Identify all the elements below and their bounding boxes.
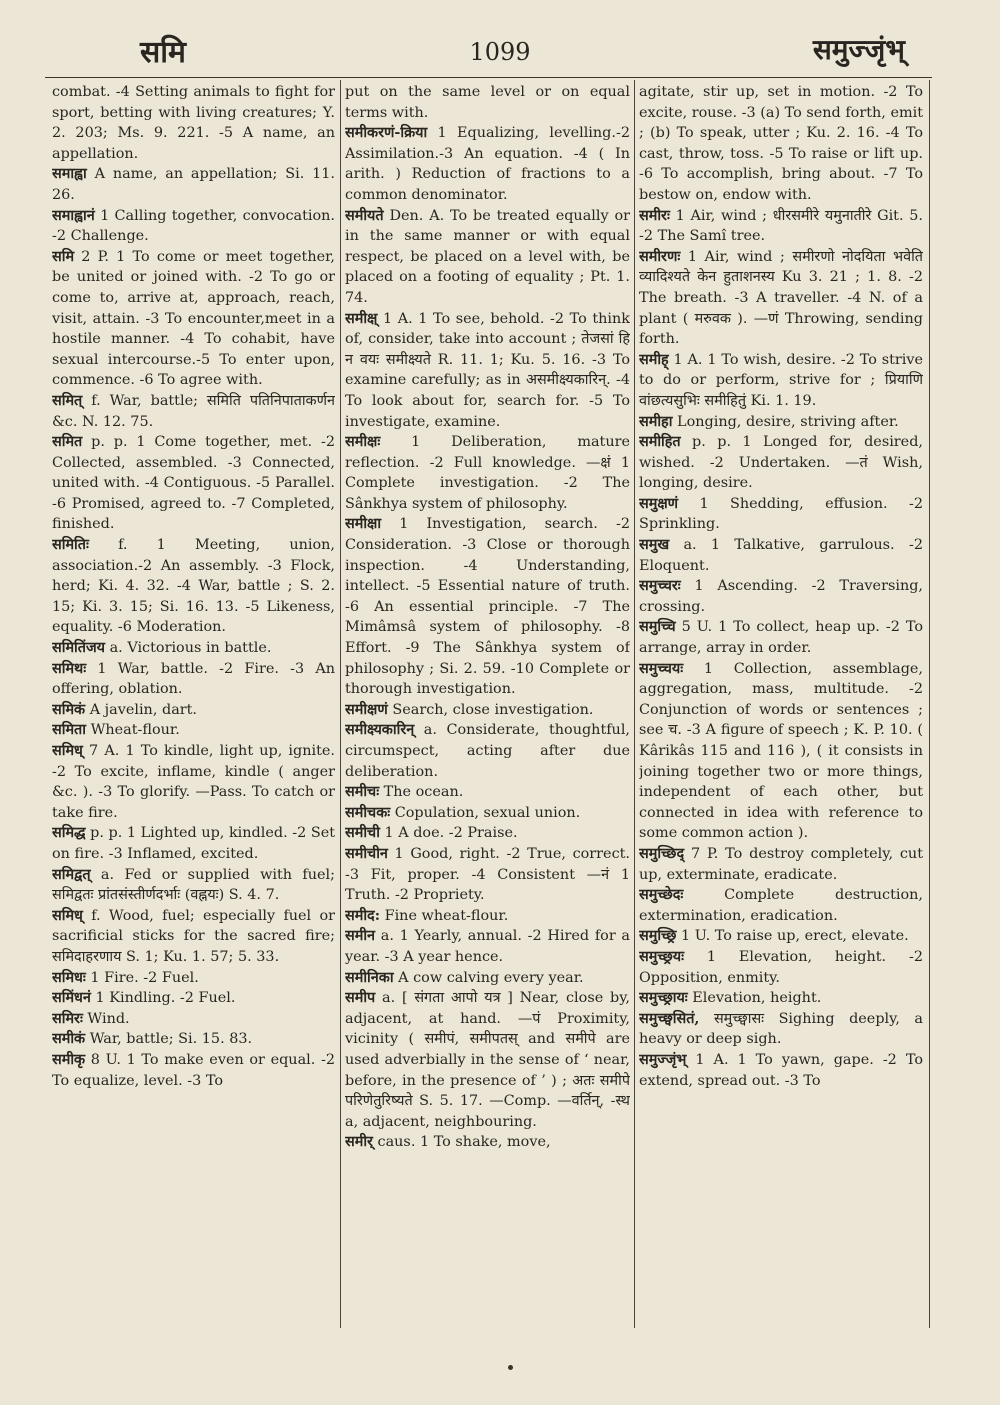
dictionary-entry: समीक्ष् 1 A. 1 To see, behold. -2 To think of, consider, take into account ; तेजसां हि न वयः समीक्ष्यते R. 11. 1; Ku. 5. 16. -3 To examine carefully; as in असमीक्ष्यकारिन्. -4 To look about for, search for. -5 To investigate, examine. <box>345 309 630 430</box>
headword: समीन <box>345 927 376 945</box>
headword: समीचकः <box>345 803 391 821</box>
headword: समीकृ <box>52 1050 86 1068</box>
dictionary-entry: समिंधनं 1 Kindling. -2 Fuel. <box>52 989 236 1007</box>
dictionary-entry: समुच्छ्रयः 1 Elevation, height. -2 Opposition, enmity. <box>639 947 923 986</box>
headword: समुच्चयः <box>639 659 684 677</box>
headword: समीकरणं-क्रिया <box>345 124 428 142</box>
headword: समीचः <box>345 783 380 801</box>
headword: समीक्षणं <box>345 700 388 718</box>
headword: समाह्वा <box>52 165 87 183</box>
dictionary-entry: समुच्छ्वसितं, समुच्छ्वासः Sighing deeply, a heavy or deep sigh. <box>639 1009 923 1048</box>
column-3 <box>639 82 923 1322</box>
headword: समुच्चि <box>639 618 676 636</box>
dictionary-entry: समीद: Fine wheat-flour. <box>345 906 509 924</box>
dictionary-entry: समितिंजय a. Victorious in battle. <box>52 639 272 657</box>
headword: समुच्छ्रयः <box>639 947 684 965</box>
headword: समिधः <box>52 968 86 986</box>
headword: समीरः <box>639 206 670 224</box>
dictionary-entry: समिद्वत् a. Fed or supplied with fuel; समिद्वतः प्रांतसंस्तीर्णदर्भाः (वह्नयः) S. 4. 7. <box>52 865 335 904</box>
headword: समीनिका <box>345 968 394 986</box>
column-divider <box>929 80 930 1328</box>
headword: समुच्छिद् <box>639 844 685 862</box>
headword: समुच्छेदः <box>639 886 684 904</box>
headword: समुच्छ्वसितं, <box>639 1009 700 1027</box>
column-divider <box>340 80 341 1328</box>
dictionary-entry: put on the same level or on equal terms with. <box>345 84 630 121</box>
headword: समिध् <box>52 906 83 924</box>
column-2 <box>345 82 630 1322</box>
headword: समिध् <box>52 742 83 759</box>
dictionary-entry: समीहित p. p. 1 Longed for, desired, wished. -2 Undertaken. —तं Wish, longing, desire. <box>639 433 923 492</box>
dictionary-entry: समाह्वानं 1 Calling together, convocation. -2 Challenge. <box>52 206 335 245</box>
dictionary-entry: समिता Wheat-flour. <box>52 721 180 739</box>
headword: समुख <box>639 536 670 554</box>
dictionary-entry: समिकं A javelin, dart. <box>52 700 198 718</box>
dictionary-entry: समीक्षणं Search, close investigation. <box>345 700 594 718</box>
dictionary-entry: समिद्ध p. p. 1 Lighted up, kindled. -2 Set on fire. -3 Inflamed, excited. <box>52 824 335 862</box>
dictionary-entry: समुच्चरः 1 Ascending. -2 Traversing, crossing. <box>639 577 923 615</box>
dictionary-entry: समीहा Longing, desire, striving after. <box>639 412 899 430</box>
dictionary-entry: समीचकः Copulation, sexual union. <box>345 803 581 821</box>
headword: समुक्षणं <box>639 494 679 512</box>
dictionary-entry: समीचः The ocean. <box>345 783 464 801</box>
dictionary-entry: समिथः 1 War, battle. -2 Fire. -3 An offering, oblation. <box>52 659 335 698</box>
dictionary-entry: समुच्छ्रि 1 U. To raise up, erect, elevate. <box>639 927 909 945</box>
dictionary-entry: समुज्जृंभ् 1 A. 1 To yawn, gape. -2 To extend, spread out. -3 To <box>639 1050 923 1089</box>
dictionary-entry: समुच्चि 5 U. 1 To collect, heap up. -2 To arrange, array in order. <box>639 618 923 657</box>
headword: समिद्वत् <box>52 865 91 883</box>
dictionary-entry: समीकं War, battle; Si. 15. 83. <box>52 1030 253 1048</box>
dictionary-entry: combat. -4 Setting animals to fight for sport, betting with living creatures; Y. 2. 203; Ms. 9. 221. -5 A name, an appellation. <box>52 84 335 162</box>
dictionary-entry: समिध् 7 A. 1 To kindle, light up, ignite. -2 To excite, inflame, kindle ( anger &c. ). -3 To glorify. —Pass. To catch or take fire. <box>52 742 335 821</box>
column-divider <box>634 80 635 1328</box>
dictionary-entry: समुच्चयः 1 Collection, assemblage, aggregation, mass, multitude. -2 Conjunction of words or sentences ; see च. -3 A figure of speech ; K. P. 10. ( Kârikâs 115 and 116 ), ( it consists in joining together two or more things, independent of each other, but connected in idea with reference to some common action ). <box>639 659 923 842</box>
dictionary-entry: समिधः 1 Fire. -2 Fuel. <box>52 968 199 986</box>
headword: समीक्षा <box>345 515 382 533</box>
headword: समित् <box>52 391 83 409</box>
headword: समीक्ष् <box>345 309 378 327</box>
headword: समीची <box>345 824 380 842</box>
headword: समि <box>52 247 75 265</box>
headword: समिथः <box>52 659 87 677</box>
dictionary-entry: समुच्छिद् 7 P. To destroy completely, cut up, exterminate, eradicate. <box>639 844 923 883</box>
headword: समीर् <box>345 1133 373 1151</box>
headword: समुच्छ्रायः <box>639 989 688 1007</box>
headword: समित <box>52 433 83 451</box>
headword: समाह्वानं <box>52 206 95 224</box>
dictionary-entry: समीक्षः 1 Deliberation, mature reflection. -2 Full knowledge. —क्षं 1 Complete investigation. -2 The Sânkhya system of philosophy. <box>345 433 630 512</box>
dictionary-entry: समीह् 1 A. 1 To wish, desire. -2 To strive to do or perform, strive for ; प्रियाणि वांछत्यसुभिः समीहितुं Ki. 1. 19. <box>639 350 923 409</box>
headword: समुच्चरः <box>639 577 681 595</box>
dictionary-entry: समि 2 P. 1 To come or meet together, be united or joined with. -2 To go or come to, arrive at, approach, reach, visit, attain. -3 To encounter,meet in a hostile manner. -4 To cohabit, have sexual intercourse.-5 To enter upon, commence. -6 To agree with. <box>52 247 335 389</box>
dictionary-entry: समीकृ 8 U. 1 To make even or equal. -2 To equalize, level. -3 To <box>52 1050 335 1089</box>
dictionary-entry: समित p. p. 1 Come together, met. -2 Collected, assembled. -3 Connected, united with. -4 Contiguous. -5 Parallel. -6 Promised, agreed to. -7 Completed, finished. <box>52 433 335 533</box>
headword: समितिंजय <box>52 639 106 657</box>
headword: समुच्छ्रि <box>639 927 677 945</box>
footer-mark <box>508 1365 513 1370</box>
dictionary-entry: समीनिका A cow calving every year. <box>345 968 584 986</box>
dictionary-entry: समुक्षणं 1 Shedding, effusion. -2 Sprinkling. <box>639 494 923 533</box>
headword: समिकं <box>52 700 86 718</box>
dictionary-entry: समित् f. War, battle; समिति पतिनिपाताकर्णन &c. N. 12. 75. <box>52 391 335 430</box>
dictionary-entry: समीरणः 1 Air, wind ; समीरणो नोदयिता भवेति व्यादिश्यते केन हुताशनस्य Ku 3. 21 ; 1. 8. -2 The breath. -3 A traveller. -4 N. of a plant ( मरुवक ). —णं Throwing, sending forth. <box>639 247 923 348</box>
dictionary-entry: समीरः 1 Air, wind ; धीरसमीरे यमुनातीरे Git. 5. -2 The Samî tree. <box>639 206 923 245</box>
headword: समिरः <box>52 1009 83 1027</box>
column-1 <box>52 82 335 1322</box>
dictionary-entry: समीची 1 A doe. -2 Praise. <box>345 824 518 842</box>
dictionary-entry: agitate, stir up, set in motion. -2 To excite, rouse. -3 (a) To send forth, emit ; (b) To speak, utter ; Ku. 2. 16. -4 To cast, throw, toss. -5 To raise or lift up. -6 To accomplish, bring about. -7 To bestow on, endow with. <box>639 84 923 203</box>
dictionary-entry: समुच्छेदः Complete destruction, extermination, eradication. <box>639 886 923 924</box>
headword: समीक्ष्यकारिन् <box>345 721 415 739</box>
dictionary-entry: समीक्ष्यकारिन् a. Considerate, thoughtful, circumspect, acting after due deliberation. <box>345 721 630 780</box>
headword: समुज्जृंभ् <box>639 1050 687 1068</box>
headword: समीचीन <box>345 844 388 862</box>
dictionary-entry: समीकरणं-क्रिया 1 Equalizing, levelling.-2 Assimilation.-3 An equation. -4 ( In arith. ) Reduction of fractions to a common denominator. <box>345 124 630 203</box>
dictionary-entry: समीयते Den. A. To be treated equally or in the same manner or with equal respect, be placed on a level with, be placed on a footing of equality ; Pt. 1. 74. <box>345 206 630 306</box>
dictionary-entry: समीक्षा 1 Investigation, search. -2 Consideration. -3 Close or thorough inspection. -4 Understanding, intellect. -5 Essential nature of truth. -6 An essential principle. -7 The Mimâmsâ system of philosophy. -8 Effort. -9 The Sânkhya system of philosophy ; Si. 2. 59. -10 Complete or thorough investigation. <box>345 515 630 698</box>
dictionary-entry: समुच्छ्रायः Elevation, height. <box>639 989 822 1007</box>
headword: समिद्ध <box>52 824 86 842</box>
dictionary-entry: समाह्वा A name, an appellation; Si. 11. 26. <box>52 165 335 203</box>
dictionary-entry: समीर् caus. 1 To shake, move, <box>345 1133 551 1151</box>
page-number: 1099 <box>469 38 531 66</box>
headword: समीयते <box>345 206 384 224</box>
running-head-right: समुज्जृंभ् <box>812 33 905 66</box>
running-head-left: समि <box>140 35 186 70</box>
dictionary-entry: समीचीन 1 Good, right. -2 True, correct. -3 Fit, proper. -4 Consistent —नं 1 Truth. -2 Propriety. <box>345 844 630 904</box>
dictionary-entry: समिरः Wind. <box>52 1009 130 1027</box>
dictionary-entry: समुख a. 1 Talkative, garrulous. -2 Eloquent. <box>639 536 923 574</box>
dictionary-entry: समीन a. 1 Yearly, annual. -2 Hired for a year. -3 A year hence. <box>345 927 630 965</box>
dictionary-entry: समिध् f. Wood, fuel; especially fuel or sacrificial sticks for the sacred fire; समिदाहरणाय S. 1; Ku. 1. 57; 5. 33. <box>52 906 335 965</box>
headword: समीद: <box>345 906 381 924</box>
dictionary-entry: समीप a. [ संगता आपो यत्र ] Near, close by, adjacent, at hand. —पं Proximity, vicinity ( समीपं, समीपतस् and समीपे are used adverbially in the sense of ‘ near, before, in the presence of ’ ) ; अतः समीपे परिणेतुरिष्यते S. 5. 17. —Comp. —वर्तिन्, -स्थ a, adjacent, neighbouring. <box>345 989 630 1130</box>
dictionary-entry: समितिः f. 1 Meeting, union, association.-2 An assembly. -3 Flock, herd; Ki. 4. 32. -4 War, battle ; S. 2. 15; Ki. 3. 15; Si. 16. 13. -5 Likeness, equality. -6 Moderation. <box>52 536 335 636</box>
headword: समीरणः <box>639 247 681 265</box>
headword: समीकं <box>52 1030 86 1048</box>
headword: समीप <box>345 989 376 1007</box>
headword: समीह् <box>639 350 669 368</box>
headword: समितिः <box>52 536 89 554</box>
headword: समीहित <box>639 433 681 451</box>
headword: समीक्षः <box>345 433 381 451</box>
headword: समिता <box>52 721 86 739</box>
header-rule <box>45 77 932 78</box>
headword: समिंधनं <box>52 989 91 1007</box>
headword: समीहा <box>639 412 673 430</box>
